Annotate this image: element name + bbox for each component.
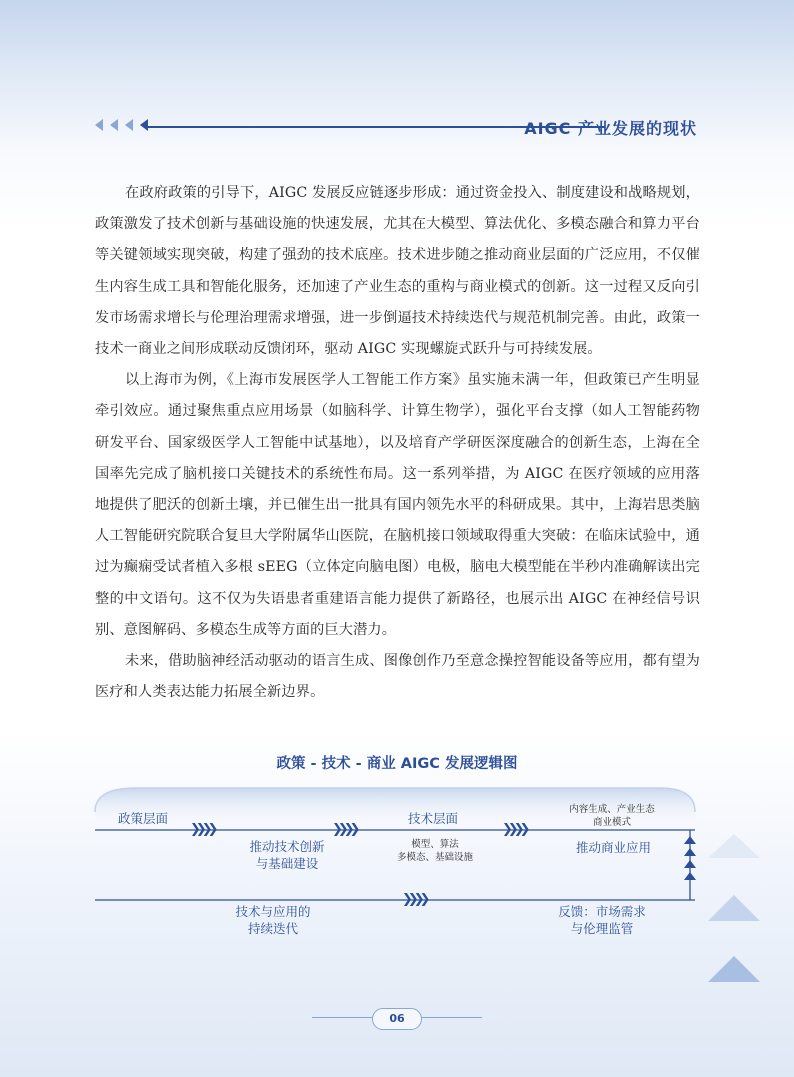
push-tech-label: 推动技术创新 与基础建设 [249, 839, 325, 871]
footer-rule [312, 1017, 374, 1018]
running-header [95, 116, 705, 140]
footer-rule [420, 1017, 482, 1018]
tech-iteration-label: 技术与应用的 持续迭代 [235, 904, 311, 936]
header-arrows-icon [95, 119, 153, 131]
paragraph: 在政府政策的引导下，AIGC 发展反应链逐步形成：通过资金投入、制度建设和战略规划，政策激发了技术创新与基础设施的快速发展，尤其在大模型、算法优化、多模态融合和算力平台等关键领域实现突破，构建了强劲的技术底座。技术进步随之推动商业层面的广泛应用，不仅催生内容生成工具和智能化服务，还加速了产业生态的重构与商业模式的创新。这一过程又反向引发市场需求增长与伦理治理需求增强，进一步倒逼技术持续迭代与规范机制完善。由此，政策一技术一商业之间形成联动反馈闭环，驱动 AIGC 实现螺旋式跃升与可持续发展。 [95, 185, 700, 358]
feedback-label: 反馈：市场需求 与伦理监管 [558, 904, 646, 936]
chevron-arrow-icon: ❯❯❯❯ [402, 892, 426, 907]
paragraph: 以上海市为例，《上海市发展医学人工智能工作方案》虽实施未满一年，但政策已产生明显牵引效应。通过聚焦重点应用场景（如脑科学、计算生物学），强化平台支撑（如人工智能药物研发平台、国家级医学人工智能中试基地），以及培育产学研医深度融合的创新生态，上海在全国率先完成了脑机接口关键技术的系统性布局。这一系列举措，为 AIGC 在医疗领域的应用落地提供了肥沃的创新土壤，并已催生出一批具有国内领先水平的科研成果。其中，上海岩思类脑人工智能研究院联合复旦大学附属华山医院，在脑机接口领域取得重大突破：在临床试验中，通过为癫痫受试者植入多根 sEEG（立体定向脑电图）电极，脑电大模型能在半秒内准确解读出完整的中文语句。这不仅为失语患者重建语言能力提供了新路径，也展示出 AIGC 在神经信号识别、意图解码、多模态生成等方面的巨大潜力。 [95, 372, 700, 638]
up-arrow-icon [684, 836, 696, 844]
decorative-triangle [708, 895, 760, 921]
chevron-arrow-icon: ❯❯❯❯ [190, 822, 214, 837]
section-title: AIGC 产业发展的现状 [524, 119, 697, 138]
tech-layer-label: 技术层面 [408, 811, 459, 826]
chevron-arrow-icon: ❯❯❯❯ [332, 822, 356, 837]
decorative-triangle [708, 834, 760, 858]
push-business-label: 推动商业应用 [576, 840, 652, 855]
page-number: 06 [372, 1008, 422, 1030]
chevron-arrow-icon: ❯❯❯❯ [502, 822, 526, 837]
diagram-title: 政策 - 技术 - 商业 AIGC 发展逻辑图 [276, 756, 518, 772]
logic-diagram [90, 782, 705, 952]
tech-note: 模型、算法 多模态、基础设施 [396, 839, 473, 863]
top-right-note: 内容生成、产业生态 商业模式 [569, 804, 655, 828]
page-footer [0, 1007, 794, 1030]
body-text [95, 178, 700, 708]
policy-layer-label: 政策层面 [118, 811, 169, 826]
paragraph: 未来，借助脑神经活动驱动的语言生成、图像创作乃至意念操控智能设备等应用，都有望为医疗和人类表达能力拓展全新边界。 [95, 653, 700, 701]
decorative-triangle [708, 956, 760, 982]
